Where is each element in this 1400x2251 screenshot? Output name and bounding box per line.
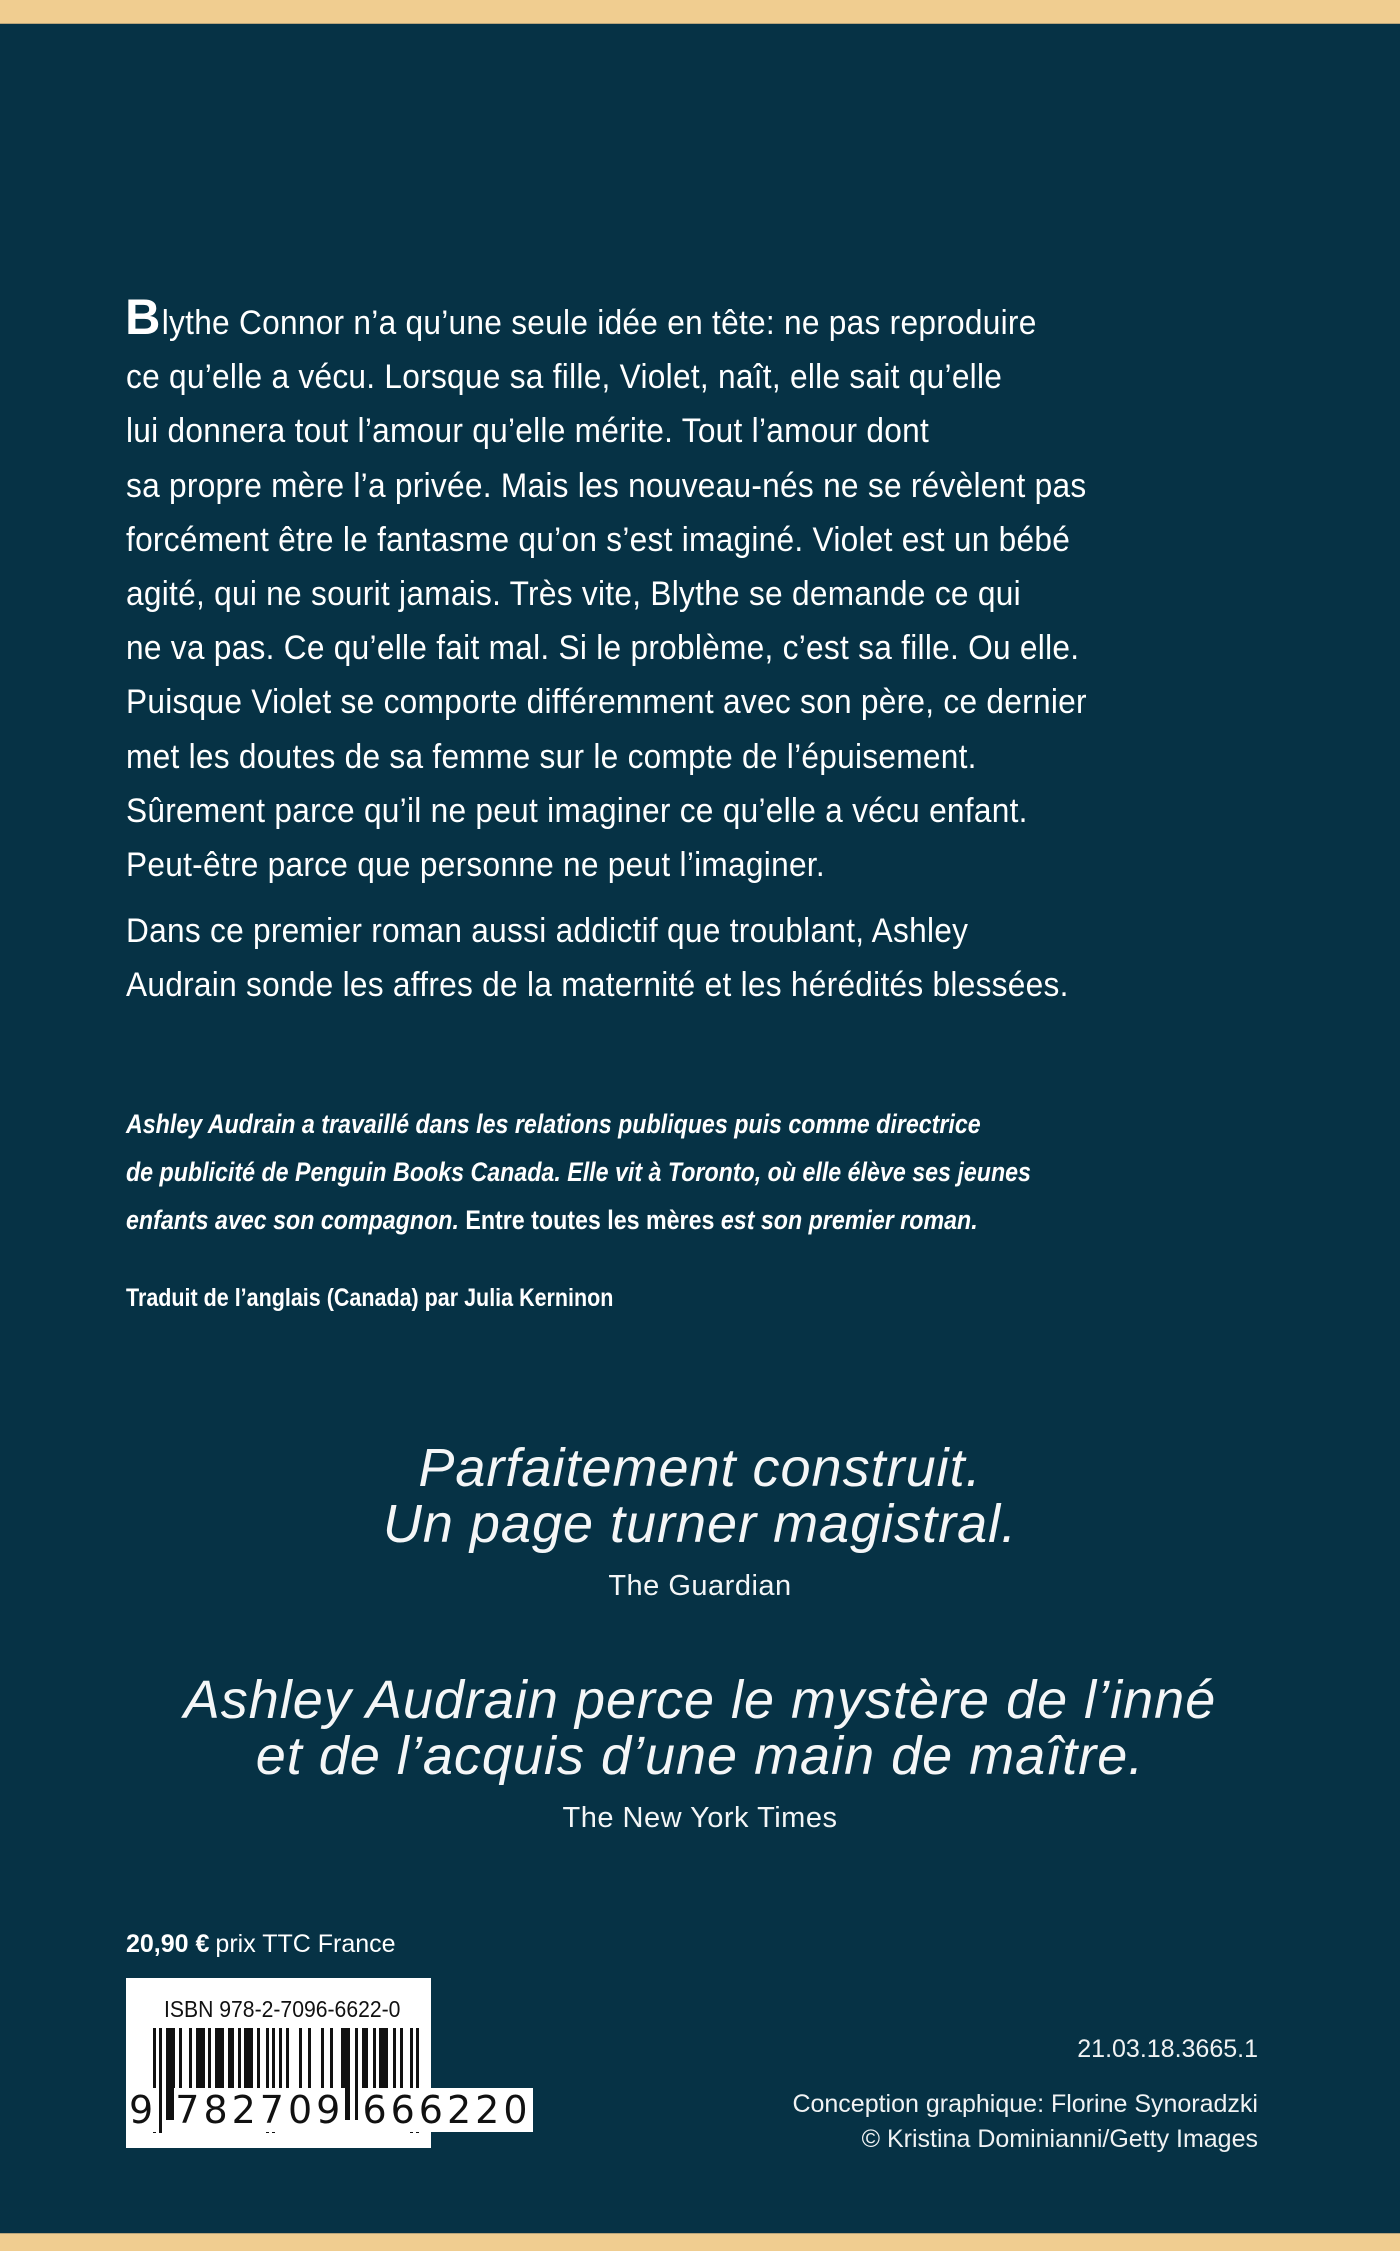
bio-line-text: Ashley Audrain a travaillé dans les relations publiques puis comme directrice bbox=[126, 1109, 981, 1139]
bio-line-text: enfants avec son compagnon. bbox=[126, 1205, 459, 1235]
synopsis-line: forcément être le fantasme qu’on s’est imaginé. Violet est un bébé bbox=[126, 520, 1071, 559]
quote-line: Ashley Audrain perce le mystère de l’inné bbox=[183, 1670, 1217, 1730]
synopsis-line: Sûrement parce qu’il ne peut imaginer ce qu’elle a vécu enfant. bbox=[126, 791, 1028, 830]
price-label: prix TTC France bbox=[215, 1930, 396, 1958]
isbn-barcode bbox=[126, 1978, 532, 2148]
book-title: Entre toutes les mères bbox=[458, 1205, 721, 1235]
paragraph-gap bbox=[126, 892, 1186, 904]
synopsis-line: ne va pas. Ce qu’elle fait mal. Si le problème, c’est sa fille. Ou elle. bbox=[126, 629, 1080, 668]
ean-first-digit: 9 bbox=[129, 2088, 158, 2132]
press-quote bbox=[0, 1440, 1400, 1603]
synopsis-line bbox=[125, 289, 1186, 350]
synopsis-line: Audrain sonde les affres de la maternité et les hérédités blessées. bbox=[126, 966, 1069, 1005]
photo-credit: © Kristina Dominianni/Getty Images bbox=[861, 2125, 1258, 2153]
ean-group-right: 666220 bbox=[362, 2088, 532, 2132]
quote-line: Un page turner magistral. bbox=[382, 1494, 1018, 1554]
price-amount: 20,90 € bbox=[126, 1930, 210, 1958]
cover-credits bbox=[792, 2087, 1258, 2157]
quote-source: The New York Times bbox=[562, 1802, 838, 1834]
ean-digits bbox=[128, 2088, 533, 2132]
quote-line: et de l’acquis d’une main de maître. bbox=[255, 1726, 1145, 1786]
translator-credit: Traduit de l’anglais (Canada) par Julia Kerninon bbox=[126, 1284, 614, 1312]
quote-line: Parfaitement construit. bbox=[418, 1438, 982, 1498]
quote-source: The Guardian bbox=[608, 1570, 792, 1602]
synopsis-line: met les doutes de sa femme sur le compte de l’épuisement. bbox=[126, 737, 977, 776]
top-decorative-band bbox=[0, 0, 1400, 24]
bio-line-text: de publicité de Penguin Books Canada. Elle vit à Toronto, où elle élève ses jeunes bbox=[126, 1157, 1031, 1187]
drop-cap: B bbox=[125, 289, 161, 345]
synopsis-line: agité, qui ne sourit jamais. Très vite, Blythe se demande ce qui bbox=[126, 575, 1021, 614]
synopsis-line: sa propre mère l’a privée. Mais les nouveau-nés ne se révèlent pas bbox=[126, 466, 1087, 505]
design-credit: Conception graphique: Florine Synoradzki bbox=[792, 2090, 1258, 2118]
synopsis-line: lui donnera tout l’amour qu’elle mérite. Tout l’amour dont bbox=[126, 412, 930, 451]
synopsis-line: Dans ce premier roman aussi addictif que troublant, Ashley bbox=[126, 912, 969, 951]
bio-line-text: est son premier roman. bbox=[720, 1205, 978, 1235]
synopsis-line-text: lythe Connor n’a qu’une seule idée en tête: ne pas reproduire bbox=[161, 304, 1037, 342]
author-bio bbox=[126, 1100, 1158, 1244]
bottom-decorative-band bbox=[0, 2233, 1400, 2251]
bio-line bbox=[126, 1148, 1158, 1196]
synopsis-line: Peut-être parce que personne ne peut l’imaginer. bbox=[126, 846, 825, 885]
bio-line bbox=[126, 1196, 1158, 1244]
press-quote bbox=[0, 1672, 1400, 1835]
synopsis-line: ce qu’elle a vécu. Lorsque sa fille, Violet, naît, elle sait qu’elle bbox=[126, 358, 1003, 397]
isbn-number: ISBN 978-2-7096-6622-0 bbox=[164, 1996, 401, 2022]
bio-line bbox=[126, 1100, 1158, 1148]
synopsis-line: Puisque Violet se comporte différemment avec son père, ce dernier bbox=[126, 683, 1087, 722]
synopsis-text bbox=[125, 289, 1186, 1013]
print-code: 21.03.18.3665.1 bbox=[1077, 2035, 1258, 2063]
price bbox=[126, 1930, 396, 1959]
ean-group-left: 782709 bbox=[175, 2088, 345, 2132]
